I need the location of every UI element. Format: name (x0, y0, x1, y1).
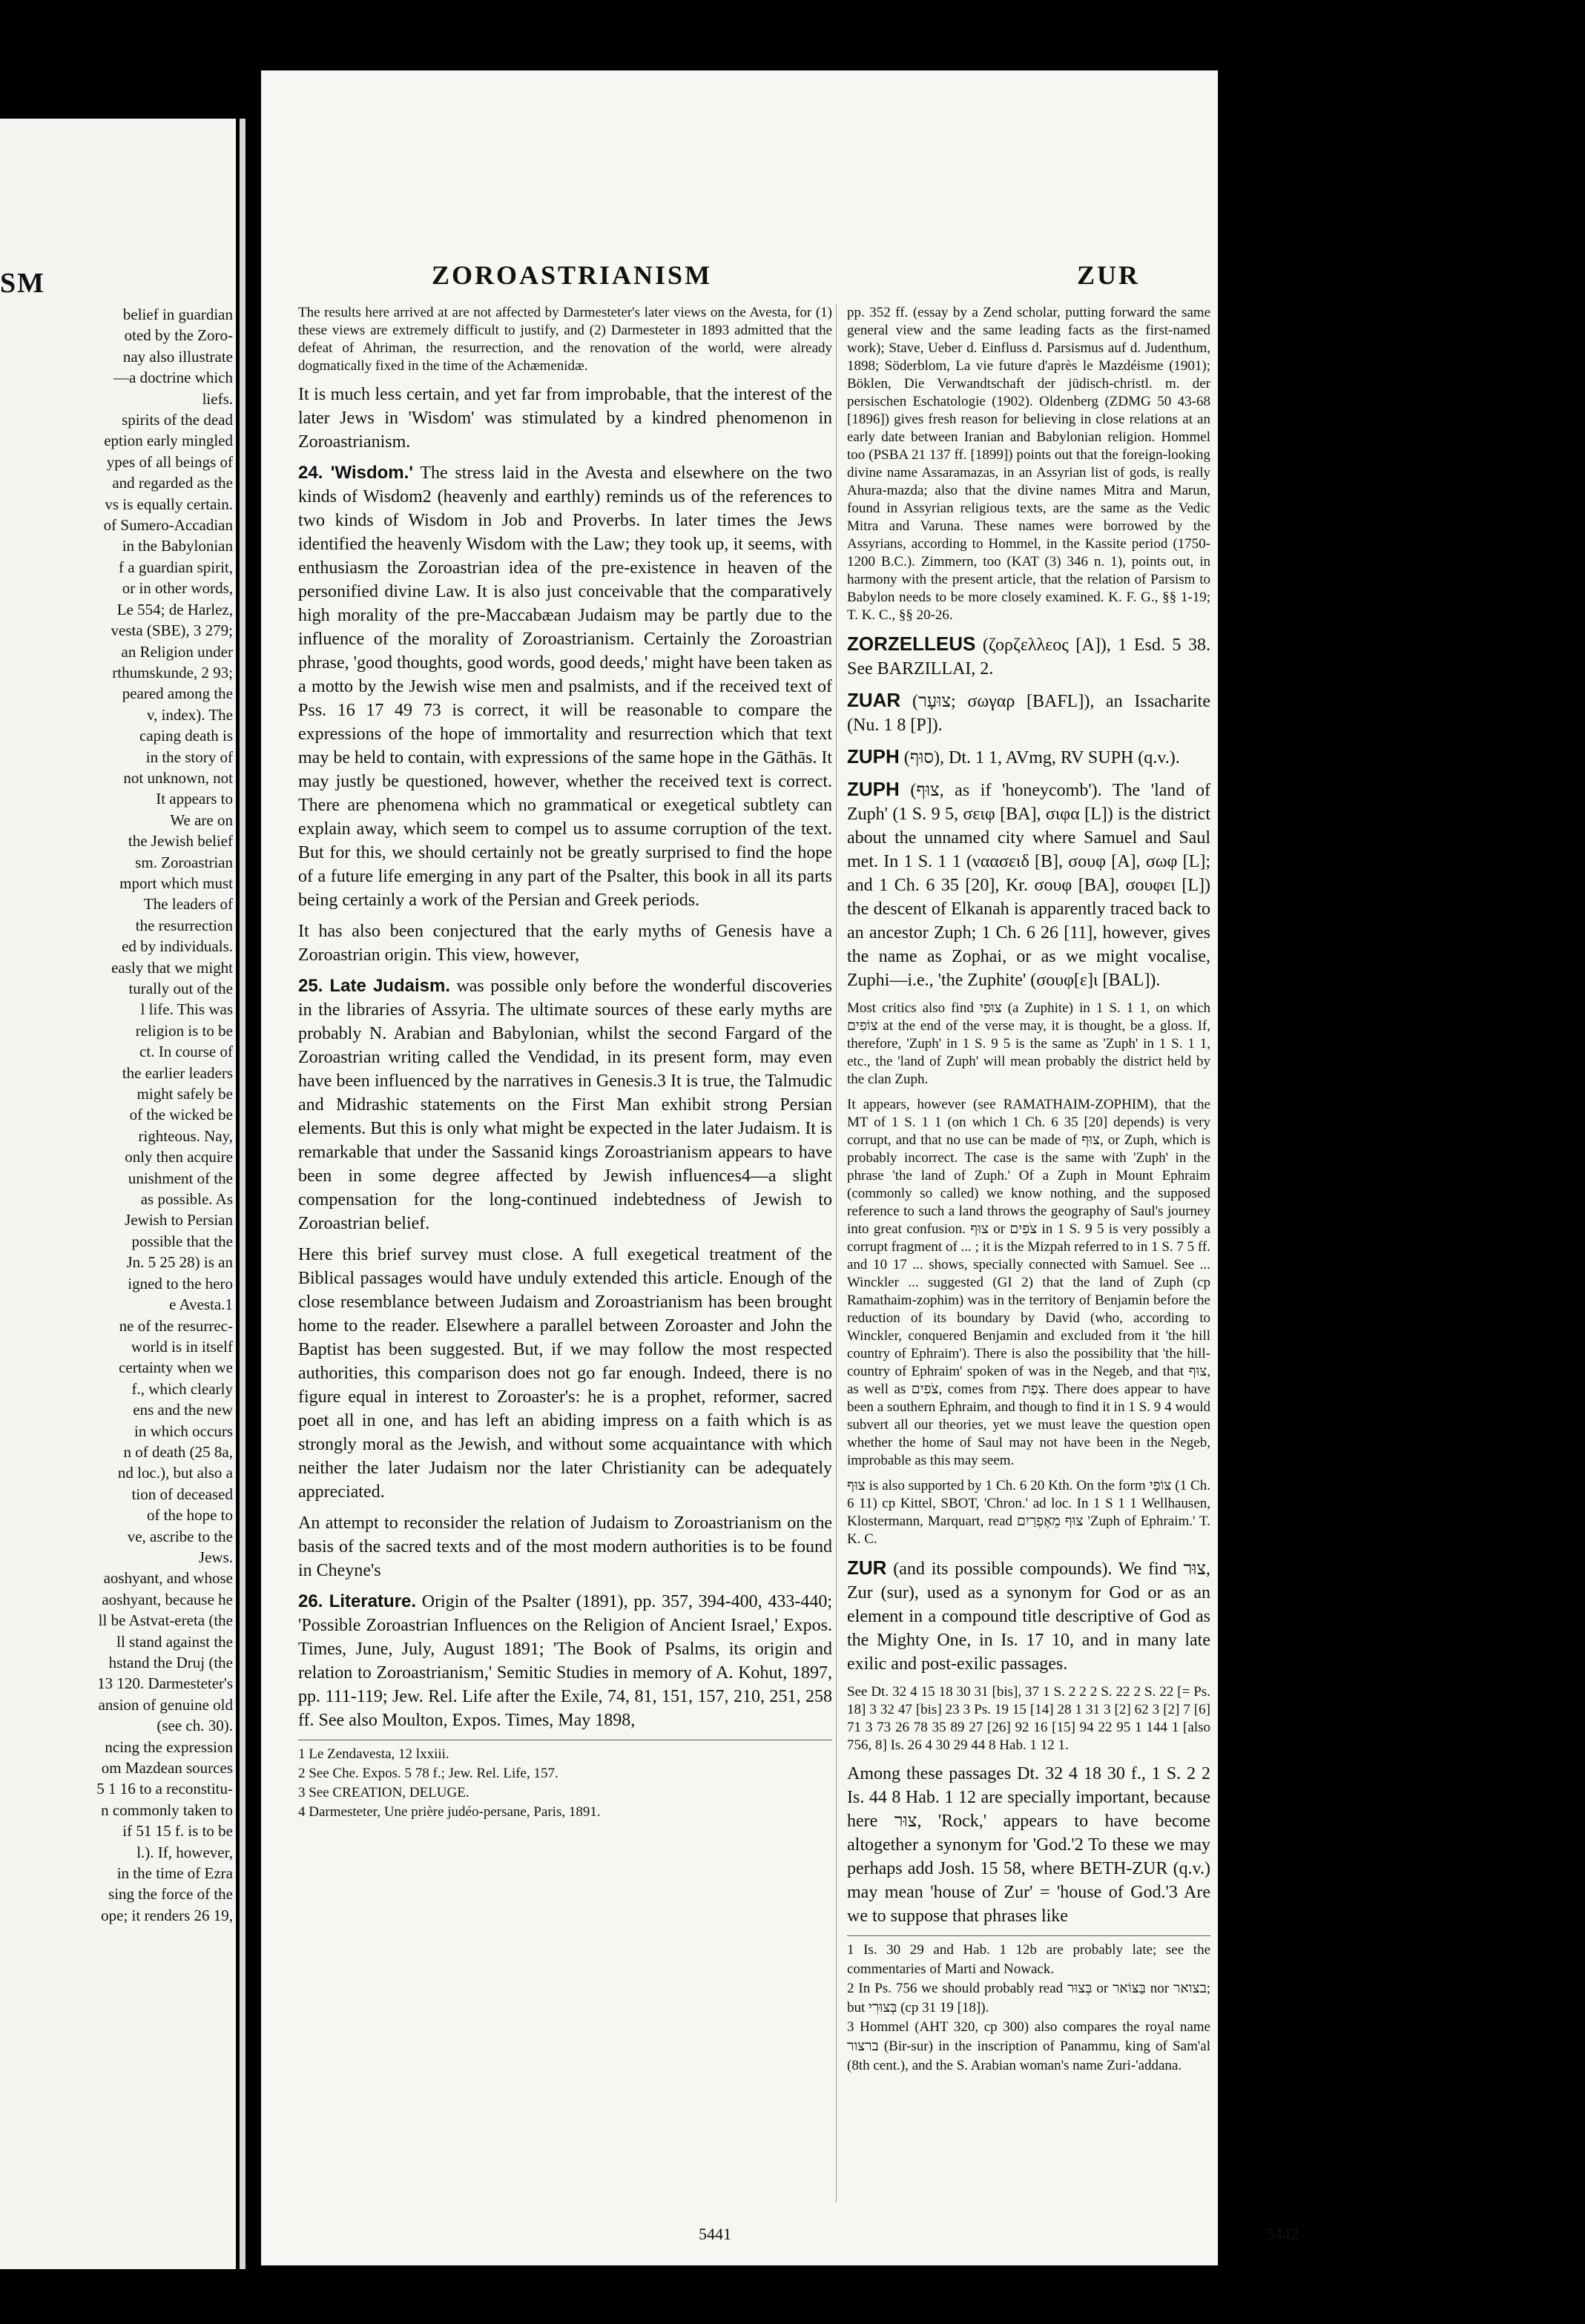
fragment-line: eption early mingled (104, 432, 233, 450)
fragment-line: e Avesta.1 (169, 1295, 233, 1314)
fragment-line: ope; it renders 26 19, (101, 1906, 233, 1924)
fragment-line: easly that we might (111, 958, 233, 977)
paragraph: It has also been conjectured that the early myths of Genesis have a Zoroastrian origin. This view, however, (298, 922, 832, 965)
paragraph: Among these passages Dt. 32 4 18 30 f., 1 S. 2 2 Is. 44 8 Hab. 1 12 are specially important, because here צוּר, 'Rock,' appears to have become altogether a synonym for 'God.'2 To these we may perhaps add Josh. 15 58, where BETH-ZUR (q.v.) may mean 'house of Zur' = 'house of God.'3 Are we to suppose that phrases like (847, 1764, 1210, 1926)
book-page (261, 70, 1299, 2265)
fragment-line: —a doctrine which (113, 369, 233, 387)
fragment-line: Le 554; de Harlez, (116, 600, 233, 618)
fragment-line: f a guardian spirit, (119, 558, 233, 576)
paragraph: Most critics also find צוּפִי (a Zuphite) in 1 S. 1 1, on which צוֹפִים at the end of the verse may, it is thought, be a gloss. If, therefore, 'Zuph' in 1 S. 9 5 is the same as 'Zuph' in 1 S. 1 1, etc., the 'land of Zuph' will mean probably the district held by the clan Zuph. (847, 1000, 1211, 1087)
intro-note: The results here arrived at are not affected by Darmesteter's later views on the Avesta, for (1) these views are extremely difficult to justify, and (2) Darmesteter in 1893 admitted that the defeat of Ahriman, the resurrection, and the renovation of the world, were already dogmatically fixed in the time of the Achæmenidæ. (298, 305, 832, 374)
fragment-line: vesta (SBE), 3 279; (111, 621, 233, 640)
fragment-line: nd loc.), but also a (117, 1464, 233, 1482)
fragment-line: sing the force of the (108, 1885, 233, 1904)
fragment-line: of the wicked be (129, 1106, 233, 1124)
section-text: The stress laid in the Avesta and elsewhere on the two kinds of Wisdom2 (heavenly and earthly) reminds us of the references to two kinds of Wisdom in Job and Proverbs. In later times the Jews identified the heavenly Wisdom with the Law; they took up, it seems, with enthusiasm the Zoroastrian idea of the pre-existence in heaven of the personified divine Law. It is also just conceivable that the comparatively high morality of the pre-Maccabæan Judaism may be partly due to the influence of the morality of Zoroastrianism. Certainly the Zoroastrian phrase, 'good thoughts, good words, good deeds,' might have been taken as a motto by the Jewish wise men and psalmists, and if the received text of Pss. 16 17 49 73 is correct, it will be reasonable to compare the expressions of the hope of immortality and resurrection which that text may be held to contain, with expressions of the same hope in the Gāthās. It may justly be questioned, however, whether the received text is correct. There are phenomena which no grammatical or exegetical subtlety can explain away, which seem to compel us to assume corruption of the text. But for this, we should certainly not be greatly surprised to find the hope of a future life emerging in any part of the Psalter, this book in all its parts being certainly a work of the Persian and Greek periods. (298, 463, 832, 910)
fragment-line: righteous. Nay, (138, 1126, 233, 1145)
gutter (240, 119, 246, 2269)
entry-zorzelleus (847, 632, 1210, 681)
entry-title: ZORZELLEUS (847, 633, 976, 655)
fragment-line: ed by individuals. (122, 937, 233, 956)
fragment-line: possible that the (131, 1232, 233, 1250)
entry-title: ZUR (847, 1557, 887, 1579)
fragment-line: oted by the Zoro- (124, 326, 233, 345)
fragment-line: in which occurs (134, 1422, 233, 1440)
running-header-left: ZOROASTRIANISM (432, 260, 713, 290)
section-26 (298, 1590, 832, 1732)
entry-title: ZUPH (847, 778, 900, 800)
section-text: was possible only before the wonderful discoveries in the libraries of Assyria. The ultimate sources of these early myths are probably N. Arabian and Babylonian, whilst the second Fargard of the Zoroastrian writing called the Vendidad, in its present form, may even have been influenced by the narratives in Genesis.3 It is true, the Talmudic and Midrashic statements on the First Man exhibit strong Persian elements. But this is only what might be expected in the later Judaism. It is remarkable that under the Sassanid kings Zoroastrianism appears to have been in some degree affected by Jewish influences4—a slight compensation for the long-continued indebtedness of Jewish to Zoroastrian belief. (298, 977, 832, 1233)
fragment-line: 5 1 16 to a reconstitu- (96, 1780, 233, 1798)
paragraph: See Dt. 32 4 15 18 30 31 [bis], 37 1 S. 2 2 2 S. 22 2 S. 22 [= Ps. 18] 3 32 47 [bis] 23 3 Ps. 19 15 [14] 28 1 31 3 [2] 62 3 [2] 7 [6] 71 3 73 26 78 35 89 27 [26] 92 16 [15] 94 22 95 1 144 1 [also 756, 8] Is. 26 4 30 29 44 8 Hab. 1 12 1. (847, 1684, 1210, 1753)
fragment-line: Jewish to Persian (125, 1211, 233, 1229)
right-column (847, 304, 1210, 2076)
fragment-line: ct. In course of (139, 1043, 233, 1061)
fragment-line: ll be Astvat-ereta (the (98, 1611, 233, 1630)
section-title: 25. Late Judaism. (298, 976, 450, 996)
footnotes (298, 1740, 832, 1822)
paragraph: It appears, however (see RAMATHAIM-ZOPHIM), that the MT of 1 S. 1 1 (on which 1 Ch. 6 35 [20] depends) is very corrupt, and that no use can be made of צוּף, or Zuph, which is probably incorrect. The case is the same with 'Zuph' in the phrase 'the land of Zuph.' Of a Zuph in Mount Ephraim (commonly so called) we know nothing, and the supposed reference to such a land throws the geography of Saul's journey into great confusion. צוּף or צֹפִים in 1 S. 9 5 is very possibly a corrupt fragment of ... ; it is the Mizpah referred to in 1 S. 7 5 ff. and 10 17 ... shows, specially connected with Samuel. See ... Winckler ... suggested (GI 2) that the land of Zuph (cp Ramathaim-zophim) was in the territory of Benjamin before the reduction of its boundary by David (who, according to Winckler, conquered Benjamin and excluded from it 'the hill country of Ephraim'). There is also the possibility that 'the hill-country of Ephraim' spoken of was in the Negeb, and that צוּף, as well as צֹפִים, comes from צְפַת. There does appear to have been a southern Ephraim, and though to find it in 1 S. 9 4 would subvert all our theories, yet we must leave the question open whether the home of Saul may not have been in the Negeb, improbable as this may seem. (847, 1097, 1211, 1468)
fragment-line: turally out of the (128, 980, 233, 997)
entry-zuar (847, 688, 1210, 737)
fragment-line: belief in guardian (122, 306, 233, 323)
entry-text: (צוּעָר; σωγαρ [BAFL]), an Issacharite (Nu. 1 8 [P]). (847, 692, 1211, 735)
fragment-line: aoshyant, because he (102, 1590, 233, 1608)
fragment-line: ansion of genuine old (98, 1695, 233, 1714)
fragment-line: in the story of (145, 747, 233, 766)
fragment-line: l.). If, however, (136, 1843, 233, 1861)
fragment-line: liefs. (202, 389, 233, 408)
fragment-line: n commonly taken to (101, 1800, 233, 1819)
fragment-line: unishment of the (128, 1169, 233, 1187)
footnotes (847, 1935, 1210, 2076)
fragment-line: mport which must (119, 874, 233, 892)
section-text: Origin of the Psalter (1891), pp. 357, 394-400, 433-440; 'Possible Zoroastrian Influences on the Religion of Ancient Israel,' Expos. Times, June, July, August 1891; 'The Book of Psalms, its origin and relation to Zoroastrianism,' Semitic Studies in memory of A. Kohut, 1897, pp. 111-119; Jew. Rel. Life after the Exile, 74, 81, 151, 157, 210, 251, 258 ff. See also Moulton, Expos. Times, May 1898, (298, 1592, 832, 1730)
footnote: 3 Hommel (AHT 320, cp 300) also compares the royal name ברצור (Bir-sur) in the inscription of Panammu, king of Sam'al (8th cent.), and the S. Arabian woman's name Zuri-'addana. (847, 2019, 1210, 2073)
entry-title: ZUPH (847, 745, 900, 767)
fragment-line: the Jewish belief (128, 832, 233, 851)
fragment-line: the earlier leaders (122, 1063, 233, 1082)
footnote: 1 Le Zendavesta, 12 lxxiii. (298, 1746, 449, 1762)
fragment-line: rthumskunde, 2 93; (112, 663, 233, 681)
entry-zur (847, 1556, 1210, 1676)
left-page-text (3, 304, 233, 1926)
fragment-line: the resurrection (135, 916, 233, 934)
fragment-line: om Mazdean sources (101, 1759, 233, 1777)
footnote: 4 Darmesteter, Une prière judéo-persane, Paris, 1891. (298, 1804, 601, 1820)
fragment-line: igned to the hero (128, 1274, 233, 1293)
fragment-line: ens and the new (133, 1401, 233, 1419)
fragment-line: of the hope to (146, 1506, 233, 1525)
fragment-line: nay also illustrate (122, 347, 233, 366)
footnote: 1 Is. 30 29 and Hab. 1 12b are probably late; see the commentaries of Marti and Nowack. (847, 1942, 1210, 1977)
paragraph: Here this brief survey must close. A full exegetical treatment of the Biblical passages would have unduly extended this article. Enough of the close resemblance between Judaism and Zoroastrianism has been brought home to the reader. Elsewhere a parallel between Zoroaster and John the Baptist has been suggested. But, if we may follow the most respected authorities, this comparison does not go far enough. Indeed, there is no figure equal in interest to Zoroaster's: he is a prophet, reformer, sacred poet all in one, and has left an abiding impress on a faith which is as strongly moral as the Jewish, and without some acquaintance with which neither the later Judaism nor the later Christianity can be adequately appreciated. (298, 1245, 832, 1502)
fragment-line: ne of the resurrec- (119, 1316, 233, 1335)
fragment-line: certainty when we (119, 1359, 233, 1377)
left-column (298, 304, 832, 1822)
left-page-header: SM (0, 268, 45, 299)
intro-note: pp. 352 ff. (essay by a Zend scholar, putting forward the same general view and the same leading facts as the first-named work); Stave, Ueber d. Einfluss d. Parsismus auf d. Judenthum, 1898; Söderblom, La vie future d'après le Mazdéisme (1901); Böklen, Die Verwandtschaft der jüdisch-christl. m. der persischen Eschatologie (1902). Oldenberg (ZDMG 50 43-68 [1896]) gives fresh reason for believing in close relations at an early date between Iranian and Babylonian religion. Hommel too (PSBA 21 137 ff. [1899]) points out that the foreign-looking divine name Assaramazas, in an Assyrian list of gods, is really Ahura-mazda; also that the divine names Mitra and Marun, found in Assyrian religious texts, are the same as the Vedic Mitra and Varuna. These names were borrowed by the Assyrians, according to Hommel, in the Kassite period (1750-1200 B.C.). Zimmern, too (KAT (3) 346 n. 1), points out, in harmony with the present article, that the relation of Parsism to Babylon needs to be more closely examined. K. F. G., §§ 1-19; T. K. C., §§ 20-26. (847, 305, 1210, 623)
paragraph: It is much less certain, and yet far from improbable, that the interest of the later Jews in 'Wisdom' was stimulated by a kindred phenomenon in Zoroastrianism. (298, 385, 832, 452)
fragment-line: spirits of the dead (122, 411, 233, 429)
fragment-line: It appears to (156, 790, 233, 808)
fragment-line: (see ch. 30). (156, 1717, 233, 1735)
fragment-line: ncing the expression (105, 1737, 233, 1756)
entry-text: (צוּף, as if 'honeycomb'). The 'land of Zuph' (1 S. 9 5, σειφ [BA], σιφα [L]) is the district about the unnamed city where Samuel and Saul met. In 1 S. 1 1 (ναασειδ [B], σουφ [A], σωφ [L]; and 1 Ch. 6 35 [20], Kr. σουφ [BA], σουφει [L]) the descent of Elkanah is apparently traced back to an ancestor Zuph; 1 Ch. 6 26 [11], however, gives the name as Zophai, or as we might vocalise, Zuphi—i.e., 'the Zuphite' (σουφ[ε]ι [BAL]). (847, 781, 1211, 990)
paragraph: צוּף is also supported by 1 Ch. 6 20 Kth. On the form צוֹפַי (1 Ch. 6 11) cp Kittel, SBOT, 'Chron.' ad loc. In 1 S 1 1 Wellhausen, Klostermann, Marquart, read צוּף מֵאֶפְרַיִם 'Zuph of Ephraim.' T. K. C. (847, 1478, 1210, 1547)
fragment-line: religion is to be (135, 1021, 233, 1040)
section-24 (298, 461, 832, 912)
fragment-line: caping death is (139, 727, 233, 745)
fragment-line: We are on (170, 811, 233, 829)
fragment-line: n of death (25 8a, (123, 1442, 233, 1461)
paragraph: An attempt to reconsider the relation of Judaism to Zoroastrianism on the basis of the sacred texts and of the most modern authorities is to be found in Cheyne's (298, 1513, 832, 1580)
footnote: 3 See CREATION, DELUGE. (298, 1785, 469, 1800)
entry-zuph-2 (847, 777, 1210, 992)
fragment-line: l life. This was (140, 1000, 233, 1019)
fragment-line: world is in itself (131, 1337, 233, 1356)
fragment-line: not unknown, not (123, 768, 233, 787)
fragment-line: f., which clearly (131, 1379, 233, 1398)
fragment-line: and regarded as the (112, 474, 233, 492)
fragment-line: sm. Zoroastrian (135, 853, 233, 871)
fragment-line: Jews. (198, 1548, 233, 1566)
fragment-line: might safely be (136, 1085, 233, 1103)
fragment-line: ve, ascribe to the (127, 1527, 233, 1545)
fragment-line: The leaders of (143, 895, 233, 914)
running-header-right: ZUR (1077, 260, 1141, 290)
fragment-line: only then acquire (125, 1148, 233, 1166)
fragment-line: in the time of Ezra (116, 1864, 233, 1883)
entry-text: (ζορζελλεος [A]), 1 Esd. 5 38. See BARZILLAI, 2. (847, 636, 1210, 679)
fragment-line: aoshyant, and whose (103, 1569, 233, 1588)
footnote: 2 See Che. Expos. 5 78 f.; Jew. Rel. Life, 157. (298, 1766, 558, 1781)
fragment-line: as possible. As (140, 1190, 233, 1209)
previous-page-fragment (0, 119, 236, 2269)
section-title: 24. 'Wisdom.' (298, 463, 413, 483)
fragment-line: 13 120. Darmesteter's (97, 1674, 233, 1693)
fragment-line: of Sumero-Accadian (103, 516, 233, 535)
fragment-line: vs is equally certain. (105, 495, 233, 513)
footnote: 2 In Ps. 756 we should probably read בְּצוּר or בַּצּוֹאר nor בצואר; but בְּצוּרִי (cp 31 19 [18]). (847, 1981, 1211, 2016)
section-25 (298, 974, 832, 1235)
fragment-line: or in other words, (122, 579, 233, 598)
fragment-line: Jn. 5 25 28) is an (126, 1253, 233, 1272)
fragment-line: tion of deceased (131, 1485, 233, 1503)
fragment-line: ll stand against the (116, 1632, 233, 1651)
fragment-line: if 51 15 f. is to be (122, 1822, 233, 1841)
column-divider (836, 304, 837, 2202)
entry-text: (סוּף), Dt. 1 1, AVmg, RV SUPH (q.v.). (903, 748, 1180, 767)
fragment-line: peared among the (122, 684, 233, 703)
fragment-line: hstand the Druj (the (108, 1654, 233, 1671)
fragment-line: in the Babylonian (122, 537, 233, 555)
fragment-line: ypes of all beings of (106, 452, 233, 471)
entry-zuph-1 (847, 745, 1210, 770)
section-title: 26. Literature. (298, 1591, 417, 1611)
fragment-line: an Religion under (121, 642, 233, 661)
entry-title: ZUAR (847, 689, 901, 711)
page-number-left: 5441 (699, 2225, 731, 2243)
entry-text: (and its possible compounds). We find צוּר, Zur (sur), used as a synonym for God or as an element in a compound title descriptive of God as the Mighty One, in Is. 17 10, and in many late exilic and post-exilic passages. (847, 1559, 1210, 1674)
page-number-right: 5442 (1266, 2225, 1299, 2243)
fragment-line: v, index). The (146, 705, 233, 724)
